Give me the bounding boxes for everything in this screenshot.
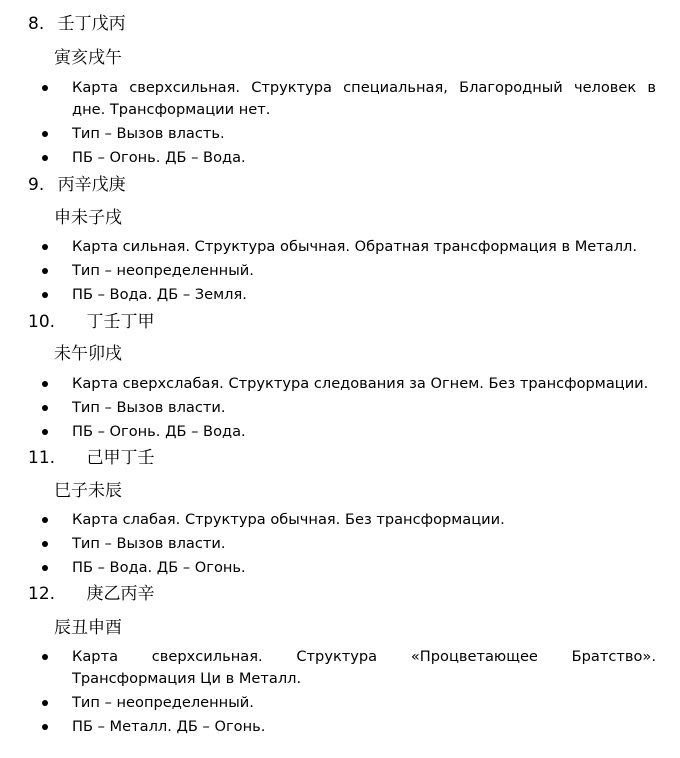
entry-heading [28, 12, 126, 36]
list-item [42, 646, 656, 690]
bullet-icon [42, 292, 48, 298]
entry-number: 11. [28, 448, 56, 468]
bullet-icon [42, 700, 48, 706]
heavenly-stems: 丁壬丁甲 [86, 312, 155, 332]
list-item-text: Тип – неопределенный. [72, 694, 254, 711]
list-item [42, 421, 656, 443]
entry-heading [28, 173, 126, 197]
list-item-text: ПБ – Огонь. ДБ – Вода. [72, 149, 246, 166]
earthly-branches: 未午卯戌 [54, 344, 122, 364]
earthly-branches: 巳子未辰 [54, 481, 122, 501]
list-item [42, 557, 656, 579]
list-item-text: дне. Трансформации нет. [72, 101, 271, 118]
bullet-icon [42, 244, 48, 250]
bullet-icon [42, 654, 48, 660]
bullet-icon [42, 541, 48, 547]
earthly-branches: 寅亥戌午 [54, 48, 122, 68]
heavenly-stems: 庚乙丙辛 [86, 584, 155, 604]
earthly-branches: 辰丑申酉 [54, 618, 122, 638]
heavenly-stems: 己甲丁壬 [86, 448, 155, 468]
bullet-icon [42, 724, 48, 730]
list-item [42, 123, 656, 145]
list-item-text: Карта сверхслабая. Структура следования за Огнем. Без трансформации. [72, 375, 649, 392]
list-item [42, 533, 656, 555]
list-item [42, 260, 656, 282]
list-item-text: Тип – Вызов власти. [72, 399, 226, 416]
entry-number: 10. [28, 312, 56, 332]
list-item-text: ПБ – Огонь. ДБ – Вода. [72, 423, 246, 440]
list-item-text: Тип – Вызов власть. [72, 125, 225, 142]
list-item [42, 397, 656, 419]
entry-heading [28, 310, 154, 334]
entry-heading [28, 582, 154, 606]
list-item [42, 509, 656, 531]
list-item-text: ПБ – Вода. ДБ – Огонь. [72, 559, 246, 576]
entry-number: 8. [28, 14, 45, 34]
bullet-icon [42, 155, 48, 161]
list-item-text: Карта сверхсильная. Структура специальная, Благородный человек в [72, 79, 656, 96]
bullet-icon [42, 429, 48, 435]
list-item-text: Трансформация Ци в Металл. [72, 670, 302, 687]
earthly-branches: 申未子戌 [54, 208, 122, 228]
heavenly-stems: 壬丁戊丙 [57, 14, 126, 34]
list-item-text: Карта слабая. Структура обычная. Без трансформации. [72, 511, 505, 528]
bullet-icon [42, 517, 48, 523]
list-item-text: ПБ – Вода. ДБ – Земля. [72, 286, 247, 303]
bullet-icon [42, 268, 48, 274]
bullet-icon [42, 405, 48, 411]
entry-number: 9. [28, 175, 45, 195]
list-item [42, 373, 656, 395]
bullet-icon [42, 131, 48, 137]
list-item [42, 692, 656, 714]
list-item-text: ПБ – Металл. ДБ – Огонь. [72, 718, 266, 735]
entry-number: 12. [28, 584, 56, 604]
list-item-text: Тип – Вызов власти. [72, 535, 226, 552]
bullet-icon [42, 381, 48, 387]
list-item-text: Карта сильная. Структура обычная. Обратная трансформация в Металл. [72, 238, 638, 255]
list-item [42, 77, 656, 121]
bullet-icon [42, 565, 48, 571]
list-item-text: Карта сверхсильная. Структура «Процветающее Братство». [72, 648, 656, 665]
bullet-icon [42, 85, 48, 91]
heavenly-stems: 丙辛戊庚 [57, 175, 126, 195]
list-item [42, 236, 656, 258]
list-item [42, 284, 656, 306]
list-item [42, 716, 656, 738]
entry-heading [28, 446, 154, 470]
list-item-text: Тип – неопределенный. [72, 262, 254, 279]
list-item [42, 147, 656, 169]
